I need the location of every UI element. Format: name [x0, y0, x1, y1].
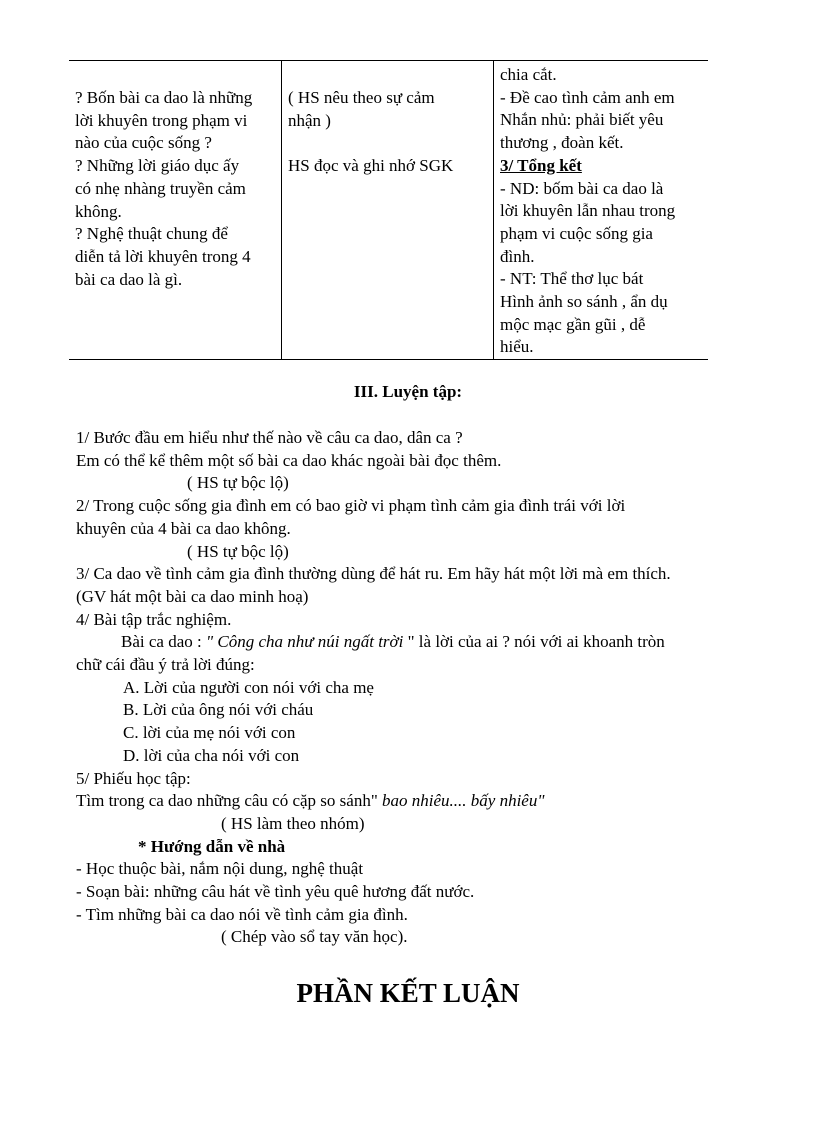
table-line: không. [75, 201, 122, 221]
question-5-cont [76, 790, 756, 813]
option-b: B. Lời của ông nói với cháu [123, 700, 314, 720]
table-line: có nhẹ nhàng truyền cảm [75, 178, 246, 198]
table-divider [493, 61, 494, 359]
table-line: ? Nghệ thuật chung để [75, 224, 228, 244]
homework-title: * Hướng dẫn về nhà [138, 836, 286, 856]
italic-phrase: bao nhiêu.... bấy nhiêu" [382, 791, 545, 811]
table-line: - ND: bốm bài ca dao là [500, 178, 664, 198]
table-line: bài ca dao là gì. [75, 269, 183, 289]
prompt-text: " là lời của ai ? nói với ai khoanh tròn [407, 632, 665, 652]
table-divider [281, 61, 282, 359]
homework-item: - Học thuộc bài, nắm nội dung, nghệ thuật [76, 859, 364, 879]
question-4: 4/ Bài tập trắc nghiệm. [76, 609, 232, 629]
exercise-body [76, 427, 756, 949]
question-2-cont: khuyên của 4 bài ca dao không. [76, 518, 291, 538]
table-line: chia cắt. [500, 65, 557, 84]
question-1-cont: Em có thể kể thêm một số bài ca dao khác ngoài bài đọc thêm. [76, 450, 502, 470]
conclusion-heading: PHẦN KẾT LUẬN [296, 978, 520, 1008]
option-d: D. lời của cha nói với con [123, 745, 300, 765]
quoted-verse: " Công cha như núi ngất trời [205, 632, 408, 652]
prompt-text: Bài ca dao : [121, 632, 206, 652]
option-c: C. lời của mẹ nói với con [123, 723, 296, 743]
table-line: HS đọc và ghi nhớ SGK [288, 156, 454, 176]
prompt-text: Tìm trong ca dao những câu có cặp so sánh" [76, 791, 383, 811]
table-line: nhận ) [288, 110, 331, 130]
table-line: lời khuyên trong phạm vi [75, 110, 248, 130]
question-3: 3/ Ca dao về tình cảm gia đình thường dùng để hát ru. Em hãy hát một lời mà em thích. [76, 564, 671, 584]
question-4-prompt [76, 631, 756, 654]
student-note: ( HS làm theo nhóm) [221, 813, 365, 833]
teacher-questions-column [75, 87, 280, 291]
table-line: mộc mạc gần gũi , dễ [500, 314, 646, 334]
table-line: - Đề cao tình cảm anh em [500, 87, 675, 107]
content-column [500, 64, 705, 359]
table-line: diễn tả lời khuyên trong 4 [75, 246, 251, 266]
homework-item: - Soạn bài: những câu hát về tình yêu quê hương đất nước. [76, 882, 475, 902]
lesson-table [69, 60, 708, 360]
table-line: Nhắn nhủ: phải biết yêu [500, 110, 664, 130]
section-title: III. Luyện tập: [353, 382, 463, 401]
question-2: 2/ Trong cuộc sống gia đình em có bao giờ vi phạm tình cảm gia đình trái với lời [76, 496, 626, 516]
table-line: nào của cuộc sống ? [75, 133, 212, 153]
student-note: ( HS tự bộc lộ) [187, 541, 289, 561]
homework-note: ( Chép vào sổ tay văn học). [221, 927, 408, 947]
question-1: 1/ Bước đầu em hiểu như thế nào về câu ca dao, dân ca ? [76, 428, 463, 447]
table-line: ? Những lời giáo dục ấy [75, 156, 240, 176]
table-line: ? Bốn bài ca dao là những [75, 88, 253, 107]
table-line: hiểu. [500, 337, 534, 357]
table-line: lời khuyên lẫn nhau trong [500, 201, 676, 221]
option-a: A. Lời của người con nói với cha mẹ [123, 677, 374, 697]
question-5: 5/ Phiếu học tập: [76, 768, 191, 788]
table-line: ( HS nêu theo sự cảm [288, 88, 435, 107]
homework-item: - Tìm những bài ca dao nói về tình cảm gia đình. [76, 904, 408, 924]
table-line: phạm vi cuộc sống gia [500, 223, 653, 243]
student-activity-column [288, 87, 493, 178]
student-note: ( HS tự bộc lộ) [187, 473, 289, 493]
table-line: thương , đoàn kết. [500, 133, 624, 153]
table-line: đình. [500, 246, 535, 266]
summary-heading: 3/ Tổng kết [500, 155, 582, 175]
table-line: - NT: Thể thơ lục bát [500, 269, 644, 289]
table-line: Hình ảnh so sánh , ẩn dụ [500, 292, 668, 312]
question-3-cont: (GV hát một bài ca dao minh hoạ) [76, 586, 309, 606]
question-4-cont: chữ cái đầu ý trả lời đúng: [76, 655, 255, 675]
